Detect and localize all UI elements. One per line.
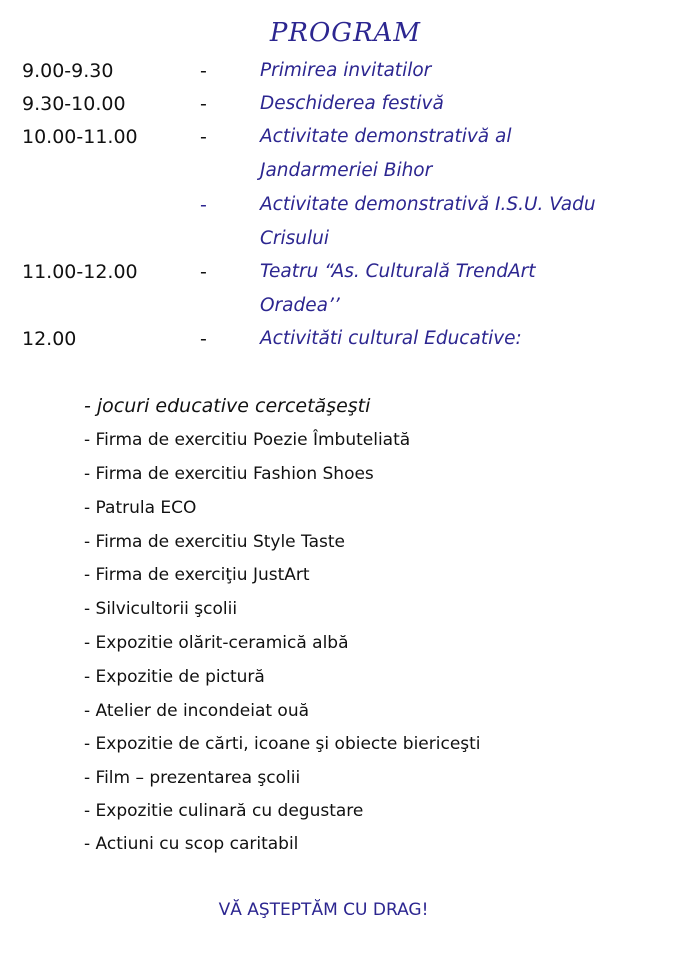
schedule-dash: - — [200, 126, 207, 148]
schedule-dash: - — [200, 60, 207, 82]
schedule-activity-continued: Crisului — [260, 228, 330, 249]
list-item: - Silvicultorii şcolii — [84, 599, 238, 619]
list-item: - Expozitie culinară cu degustare — [84, 801, 364, 821]
schedule-activity: Deschiderea festivă — [260, 93, 444, 114]
list-item: - Patrula ECO — [84, 498, 197, 518]
schedule-dash: - — [200, 194, 207, 216]
list-item: - Expozitie de cărti, icoane şi obiecte biericeşti — [84, 734, 481, 754]
schedule-activity-continued: Jandarmeriei Bihor — [260, 160, 433, 181]
schedule-dash: - — [200, 261, 207, 283]
list-item: - Atelier de incondeiat ouă — [84, 701, 310, 721]
schedule-time: 9.30-10.00 — [22, 93, 126, 115]
schedule-activity: Primirea invitatilor — [260, 60, 432, 81]
list-item: - Firma de exercitiu Poezie Îmbuteliată — [84, 430, 411, 450]
schedule-time: 9.00-9.30 — [22, 60, 114, 82]
list-item: - jocuri educative cercetăşeşti — [84, 395, 371, 417]
schedule-time: 11.00-12.00 — [22, 261, 138, 283]
list-item: - Actiuni cu scop caritabil — [84, 834, 299, 854]
schedule-dash: - — [200, 93, 207, 115]
list-item: - Firma de exercitiu Style Taste — [84, 532, 346, 552]
list-item: - Expozitie olărit-ceramică albă — [84, 633, 349, 653]
schedule-time: 10.00-11.00 — [22, 126, 138, 148]
list-item: - Film – prezentarea şcolii — [84, 768, 301, 788]
schedule-activity: Activitate demonstrativă I.S.U. Vadu — [260, 194, 596, 215]
schedule-time: 12.00 — [22, 328, 77, 350]
closing-message: VĂ AŞTEPTĂM CU DRAG! — [218, 900, 429, 920]
schedule-activity-continued: Oradea’’ — [260, 295, 340, 316]
schedule-dash: - — [200, 328, 207, 350]
list-item: - Firma de exerciţiu JustArt — [84, 565, 310, 585]
schedule-activity: Activităti cultural Educative: — [260, 328, 522, 349]
list-item: - Expozitie de pictură — [84, 667, 265, 687]
schedule-activity: Activitate demonstrativă al — [260, 126, 512, 147]
schedule-activity: Teatru “As. Culturală TrendArt — [260, 261, 536, 282]
page-title: PROGRAM — [269, 18, 422, 48]
list-item: - Firma de exercitiu Fashion Shoes — [84, 464, 374, 484]
